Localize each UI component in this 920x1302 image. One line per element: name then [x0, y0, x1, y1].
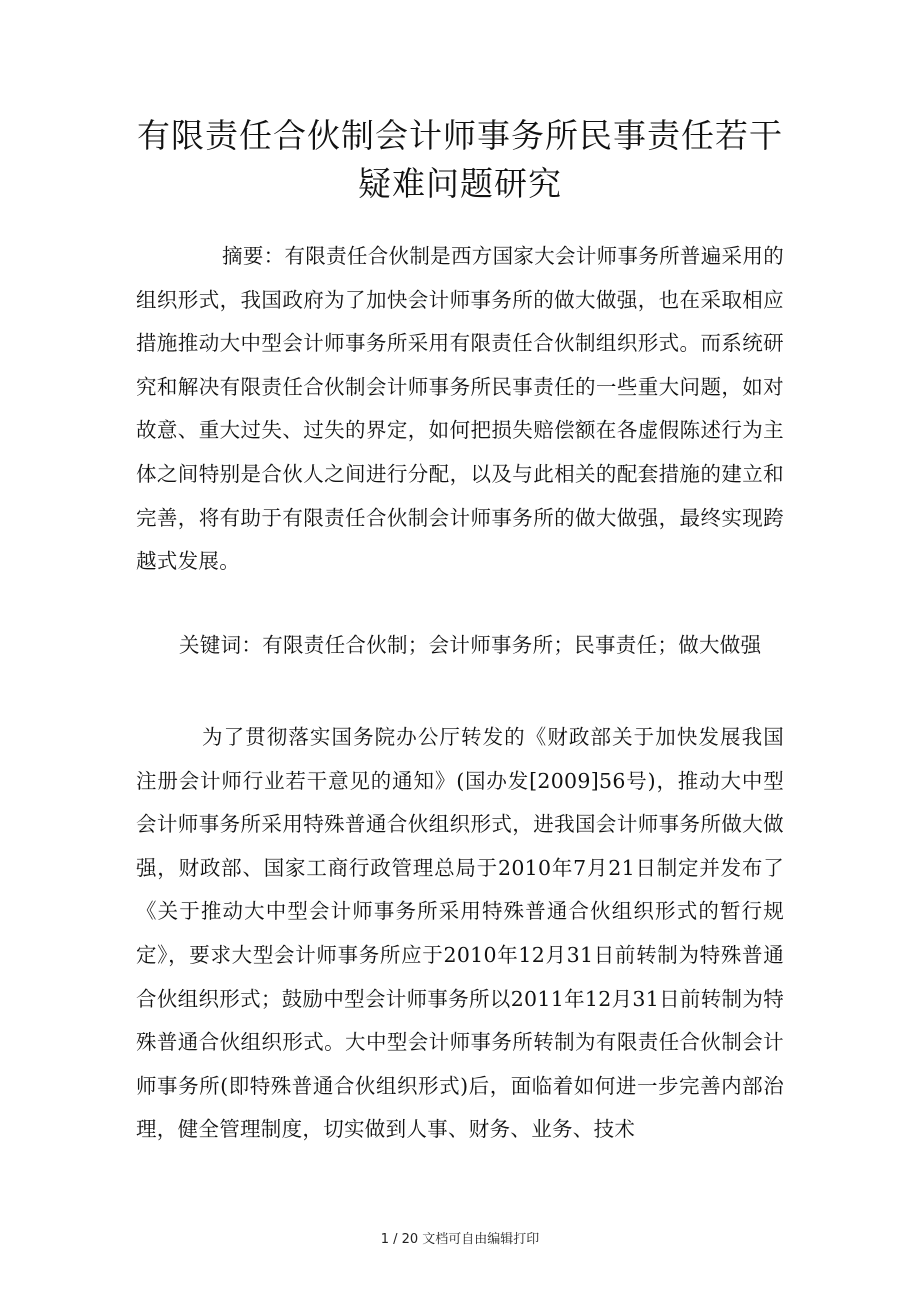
page-footer: 1 / 20 文档可自由编辑打印 — [380, 1232, 540, 1247]
title-line-1: 有限责任合伙制会计师事务所民事责任若干 — [137, 116, 783, 155]
body-paragraph: 为了贯彻落实国务院办公厅转发的《财政部关于加快发展我国注册会计师行业若干意见的通知》(国办发[2009]56号)，推动大中型会计师事务所采用特殊普通合伙组织形式，进我国会计师事务所做大做强，财政部、国家工商行政管理总局于2010年7月21日制定并发布了《关于推动大中型会计师事务所采用特殊普通合伙组织形式的暂行规定》，要求大型会计师事务所应于2010年12月31日前转制为特殊普通合伙组织形式；鼓励中型会计师事务所以2011年12月31日前转制为特殊普通合伙组织形式。大中型会计师事务所转制为有限责任合伙制会计师事务所(即特殊普通合伙组织形式)后，面临着如何进一步完善内部治理，健全管理制度，切实做到人事、财务、业务、技术 — [136, 725, 784, 1142]
document-title — [120, 112, 800, 208]
keywords-line: 关键词：有限责任合伙制；会计师事务所；民事责任；做大做强 — [179, 633, 762, 657]
abstract-paragraph: 摘要：有限责任合伙制是西方国家大会计师事务所普遍采用的组织形式，我国政府为了加快会计师事务所的做大做强，也在采取相应措施推动大中型会计师事务所采用有限责任合伙制组织形式。而系统研究和解决有限责任合伙制会计师事务所民事责任的一些重大问题，如对故意、重大过失、过失的界定，如何把损失赔偿额在各虚假陈述行为主体之间特别是合伙人之间进行分配，以及与此相关的配套措施的建立和完善，将有助于有限责任合伙制会计师事务所的做大做强，最终实现跨越式发展。 — [136, 244, 784, 574]
title-line-2: 疑难问题研究 — [358, 164, 562, 203]
